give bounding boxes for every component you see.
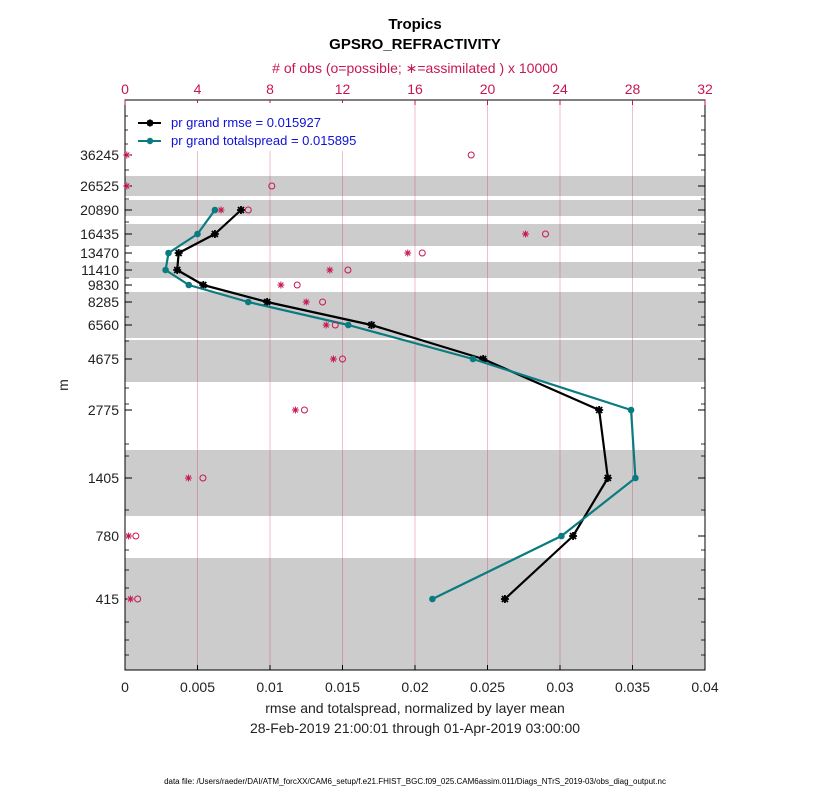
top-tick-label: 32 — [697, 81, 713, 97]
spread-point — [345, 322, 352, 329]
y-tick-label: 11410 — [81, 262, 119, 278]
x-tick-label: 0.03 — [546, 679, 574, 695]
x-tick-label: 0.025 — [469, 679, 506, 695]
spread-point — [165, 250, 172, 257]
obs-assimilated-marker — [127, 596, 134, 603]
x-tick-label: 0.005 — [179, 679, 216, 695]
obs-possible-marker — [301, 407, 307, 413]
y-tick-label: 20890 — [80, 202, 119, 218]
y-tick-label: 9830 — [87, 277, 119, 293]
chart-subtitle: GPSRO_REFRACTIVITY — [329, 36, 501, 53]
y-tick-label: 415 — [95, 591, 119, 607]
top-tick-label: 0 — [121, 81, 129, 97]
top-tick-label: 4 — [193, 81, 202, 97]
y-tick-label: 16435 — [80, 226, 119, 242]
y-tick-label: 1405 — [87, 470, 119, 486]
spread-point — [162, 267, 169, 274]
obs-possible-marker — [419, 250, 425, 256]
obs-possible-marker — [468, 152, 474, 158]
rmse-point-dot — [596, 407, 602, 413]
rmse-point-dot — [238, 207, 244, 213]
rmse-point-dot — [174, 267, 180, 273]
obs-possible-marker — [294, 282, 300, 288]
y-tick-label: 6560 — [87, 317, 119, 333]
top-tick-label: 24 — [552, 81, 568, 97]
top-tick-label: 12 — [334, 81, 351, 97]
top-axis-ticks — [121, 81, 713, 105]
obs-possible-marker — [133, 533, 139, 539]
rmse-point-dot — [605, 475, 611, 481]
legend-label-spread: pr grand totalspread = 0.015895 — [171, 133, 357, 148]
y-tick-label: 8285 — [87, 294, 119, 310]
x-tick-label: 0.04 — [691, 679, 719, 695]
spread-point — [186, 282, 193, 289]
spread-point — [429, 596, 436, 603]
spread-point — [212, 207, 219, 214]
y-axis-label: m — [55, 379, 71, 391]
legend-label-rmse: pr grand rmse = 0.015927 — [171, 115, 321, 130]
top-tick-label: 28 — [624, 81, 641, 97]
obs-assimilated-marker — [123, 152, 130, 159]
x-axis-label: rmse and totalspread, normalized by layer mean — [265, 700, 565, 716]
x-tick-label: 0 — [121, 679, 129, 695]
obs-assimilated-marker — [123, 183, 130, 190]
obs-assimilated-marker — [323, 322, 330, 329]
y-tick-label: 2775 — [87, 402, 119, 418]
rmse-point-dot — [502, 596, 508, 602]
obs-assimilated-marker — [185, 475, 192, 482]
rmse-point-dot — [570, 533, 576, 539]
chart-title: Tropics — [388, 16, 442, 33]
top-axis-label: # of obs (o=possible; ∗=assimilated ) x 10000 — [272, 60, 558, 76]
spread-point — [632, 475, 639, 482]
obs-assimilated-marker — [303, 299, 310, 306]
obs-assimilated-marker — [330, 356, 337, 363]
x-tick-label: 0.02 — [401, 679, 429, 695]
rmse-point-dot — [176, 250, 182, 256]
rmse-point-dot — [201, 282, 207, 288]
top-tick-label: 8 — [266, 81, 274, 97]
obs-assimilated-marker — [326, 267, 333, 274]
rmse-point-dot — [369, 322, 375, 328]
legend — [128, 103, 390, 151]
rmse-point-dot — [212, 231, 218, 237]
obs-assimilated-marker — [404, 250, 411, 257]
top-tick-label: 20 — [479, 81, 496, 97]
rmse-point-dot — [264, 299, 270, 305]
obs-assimilated-marker — [218, 207, 225, 214]
y-tick-label: 36245 — [80, 147, 119, 163]
y-tick-label: 4675 — [87, 351, 119, 367]
spread-point — [470, 356, 477, 363]
y-tick-label: 13470 — [80, 245, 119, 261]
legend-marker-spread — [147, 138, 153, 144]
obs-assimilated-marker — [125, 533, 132, 540]
obs-assimilated-marker — [277, 282, 284, 289]
obs-assimilated-marker — [292, 407, 299, 414]
x-tick-label: 0.015 — [324, 679, 361, 695]
spread-point — [245, 299, 252, 306]
spread-point — [628, 407, 635, 414]
spread-point — [194, 231, 201, 238]
legend-marker-rmse-dot — [147, 120, 153, 126]
footer-datafile: data file: /Users/raeder/DAI/ATM_forcXX/CAM6_setup/f.e21.FHIST_BGC.f09_025.CAM6assim.011/Diags_NTrS_2019-03/obs_diag_output.nc — [164, 777, 666, 786]
x-tick-label: 0.01 — [256, 679, 284, 695]
top-tick-label: 16 — [407, 81, 423, 97]
x-tick-label: 0.035 — [614, 679, 651, 695]
y-tick-label: 26525 — [80, 178, 119, 194]
date-range: 28-Feb-2019 21:00:01 through 01-Apr-2019 03:00:00 — [249, 720, 581, 736]
obs-assimilated-marker — [522, 231, 529, 238]
y-tick-label: 780 — [95, 528, 119, 544]
spread-point — [558, 533, 565, 540]
